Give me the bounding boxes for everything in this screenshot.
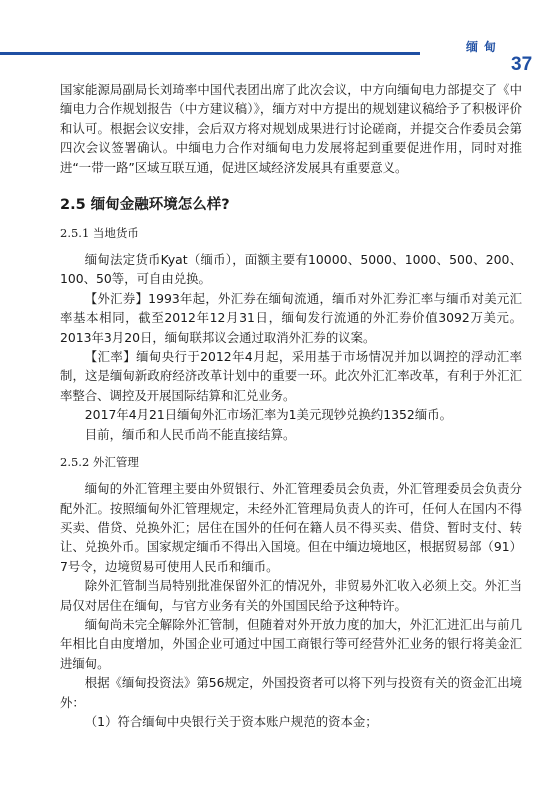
paragraph: 缅甸法定货币Kyat（缅币），面额主要有10000、5000、1000、500、200、100、50等，可自由兑换。 bbox=[60, 252, 522, 287]
paragraph: （1）符合缅甸中央银行关于资本账户规范的资本金； bbox=[84, 713, 378, 729]
section-heading: 2.5 缅甸金融环境怎么样? bbox=[60, 197, 230, 214]
running-header-label: 缅甸 bbox=[466, 40, 503, 54]
paragraph: 除外汇管制当局特别批准保留外汇的情况外，非贸易外汇收入必须上交。外汇当局仅对居住在缅甸，与官方业务有关的外国国民给予这种特许。 bbox=[60, 578, 522, 613]
intro-paragraph: 国家能源局副局长刘琦率中国代表团出席了此次会议，中方向缅甸电力部提交了《中缅电力合作规划报告（中方建议稿）》，缅方对中方提出的规划建议稿给予了积极评价和认可。根据会议安排，会后双方将对规划成果进行讨论磋商，并提交合作委员会第四次会议签署确认。中缅电力合作对缅甸电力发展将起到重要促进作用，同时对推进“一带一路”区域互联互通，促进区域经济发展具有重要意义。 bbox=[60, 82, 522, 175]
page-body bbox=[60, 80, 522, 731]
paragraph: 目前，缅币和人民币尚不能直接结算。 bbox=[84, 426, 296, 442]
paragraph: 缅甸尚未完全解除外汇管制，但随着对外开放力度的加大，外汇汇进汇出与前几年相比自由度增加，外国企业可通过中国工商银行等可经营外汇业务的银行将美金汇进缅甸。 bbox=[60, 616, 522, 671]
paragraph: 【汇率】缅甸央行于2012年4月起，采用基于市场情况并加以调控的浮动汇率制，这是缅甸新政府经济改革计划中的重要一环。此次外汇汇率改革，有利于外汇汇率整合、调控及开展国际结算和汇兑业务。 bbox=[60, 349, 522, 403]
paragraph: 缅甸的外汇管理主要由外贸银行、外汇管理委员会负责，外汇管理委员会负责分配外汇。按照缅甸外汇管理规定，未经外汇管理局负责人的许可，任何人在国内不得买卖、借贷、兑换外汇；居住在国外的任何在籍人员不得买卖、借贷、暂时支付、转让、兑换外币。国家规定缅币不得出入国境。但在中缅边境地区，根据贸易部（91）7号令，边境贸易可使用人民币和缅币。 bbox=[60, 481, 522, 574]
subsection-heading-forex: 2.5.2 外汇管理 bbox=[60, 455, 139, 470]
paragraph: 2017年4月21日缅甸外汇市场汇率为1美元现钞兑换约1352缅币。 bbox=[84, 407, 452, 423]
page-number: 37 bbox=[511, 54, 533, 75]
header-rule bbox=[0, 52, 420, 55]
paragraph: 【外汇券】1993年起，外汇券在缅甸流通，缅币对外汇券汇率与缅币对美元汇率基本相同，截至2012年12月31日，缅甸发行流通的外汇券价值3092万美元。2013年3月20日，缅甸联邦议会通过取消外汇券的议案。 bbox=[60, 290, 522, 345]
subsection-heading-currency: 2.5.1 当地货币 bbox=[60, 226, 139, 241]
paragraph: 根据《缅甸投资法》第56规定，外国投资者可以将下列与投资有关的资金汇出境外： bbox=[60, 675, 522, 710]
